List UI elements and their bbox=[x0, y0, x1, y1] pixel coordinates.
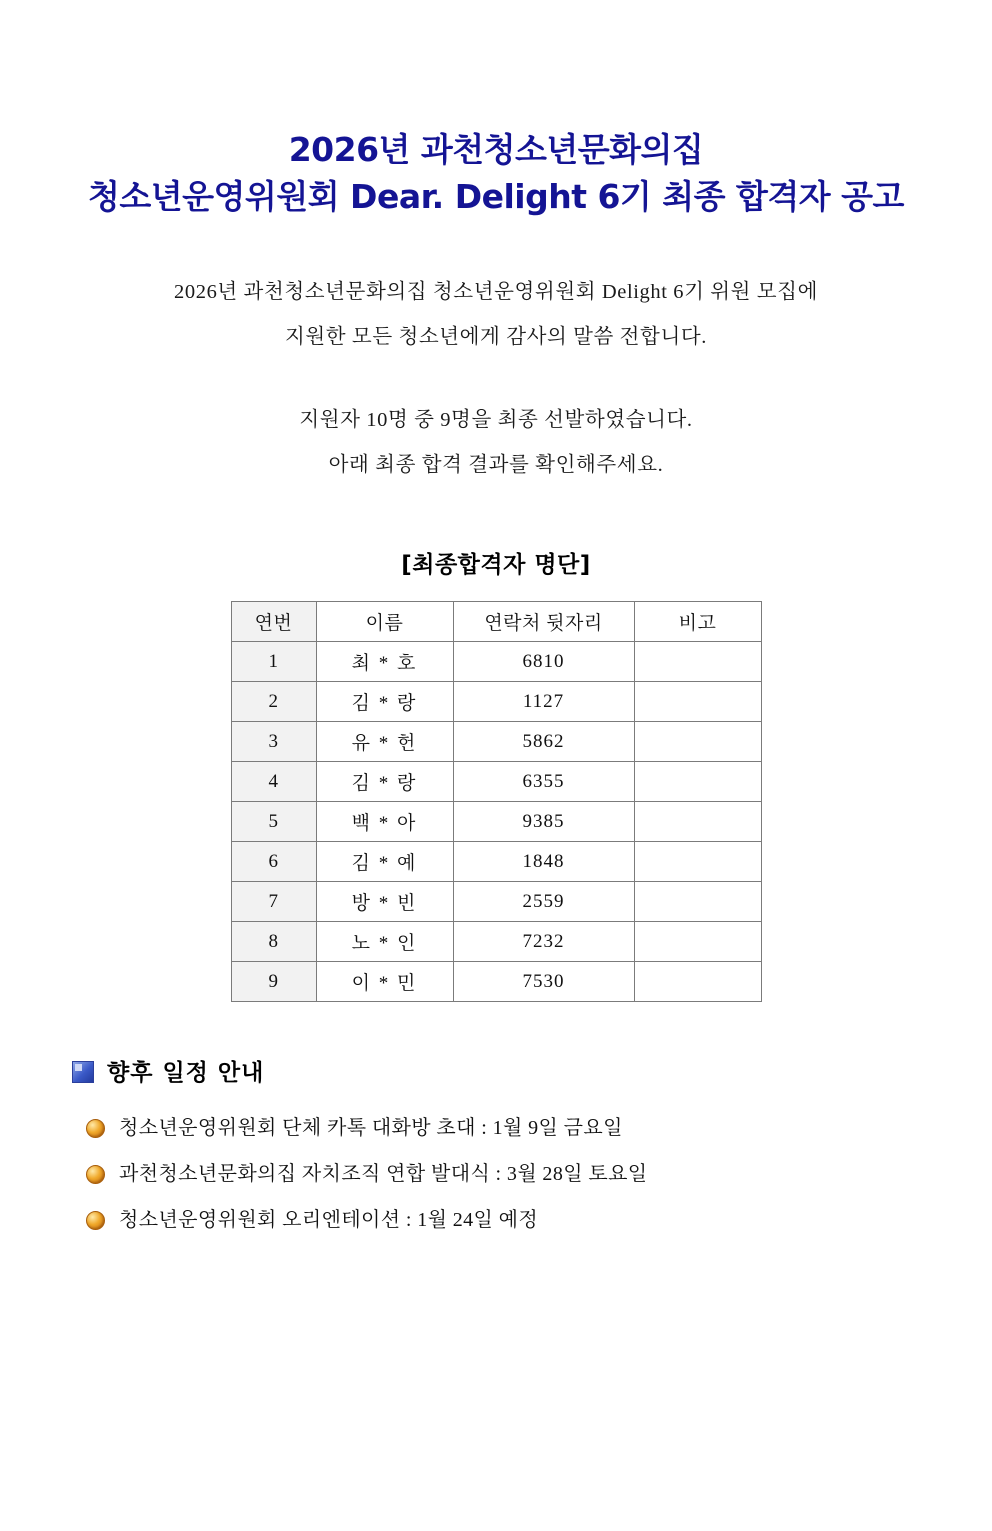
table-row bbox=[231, 642, 761, 682]
schedule-item-label: 과천청소년문화의집 자치조직 연합 발대식 : 3월 28일 토요일 bbox=[119, 1163, 648, 1185]
schedule-item-label: 청소년운영위원회 단체 카톡 대화방 초대 : 1월 9일 금요일 bbox=[119, 1117, 623, 1139]
title-line-2: 청소년운영위원회 Dear. Delight 6기 최종 합격자 공고 bbox=[88, 177, 904, 216]
table-row bbox=[231, 962, 761, 1002]
cell-no: 3 bbox=[231, 722, 316, 762]
column-header-note: 비고 bbox=[634, 602, 761, 642]
table-row bbox=[231, 802, 761, 842]
table-header bbox=[231, 602, 761, 642]
cell-phone: 6810 bbox=[453, 642, 634, 682]
cell-note bbox=[634, 642, 761, 682]
intro-paragraph-2: 지원한 모든 청소년에게 감사의 말씀 전합니다. bbox=[284, 326, 707, 348]
list-item bbox=[86, 1151, 992, 1197]
table-row bbox=[231, 722, 761, 762]
column-header-no: 연번 bbox=[231, 602, 316, 642]
cell-phone: 9385 bbox=[453, 802, 634, 842]
cell-note bbox=[634, 722, 761, 762]
table-header-row bbox=[231, 602, 761, 642]
table-row bbox=[231, 682, 761, 722]
cell-phone: 7232 bbox=[453, 922, 634, 962]
cell-name: 김 * 랑 bbox=[316, 762, 453, 802]
document-title bbox=[0, 128, 992, 222]
cell-name: 백 * 아 bbox=[316, 802, 453, 842]
cell-phone: 6355 bbox=[453, 762, 634, 802]
cell-name: 김 * 랑 bbox=[316, 682, 453, 722]
cell-no: 8 bbox=[231, 922, 316, 962]
list-item bbox=[86, 1105, 992, 1151]
paragraph-spacer bbox=[0, 360, 992, 398]
cell-phone: 1127 bbox=[453, 682, 634, 722]
cell-name: 노 * 인 bbox=[316, 922, 453, 962]
cell-note bbox=[634, 922, 761, 962]
cell-note bbox=[634, 842, 761, 882]
cell-no: 6 bbox=[231, 842, 316, 882]
cell-name: 이 * 민 bbox=[316, 962, 453, 1002]
cell-no: 4 bbox=[231, 762, 316, 802]
cell-no: 5 bbox=[231, 802, 316, 842]
cell-no: 2 bbox=[231, 682, 316, 722]
orange-ball-bullet-icon bbox=[86, 1165, 105, 1184]
cell-note bbox=[634, 762, 761, 802]
table-row bbox=[231, 842, 761, 882]
intro-paragraph-1: 2026년 과천청소년문화의집 청소년운영위원회 Delight 6기 위원 모집에 bbox=[174, 281, 818, 303]
cell-no: 7 bbox=[231, 882, 316, 922]
table-body bbox=[231, 642, 761, 1002]
cell-no: 1 bbox=[231, 642, 316, 682]
cell-no: 9 bbox=[231, 962, 316, 1002]
final-list-heading: [최종합격자 명단] bbox=[401, 552, 591, 578]
cell-phone: 7530 bbox=[453, 962, 634, 1002]
column-header-name: 이름 bbox=[316, 602, 453, 642]
cell-name: 유 * 헌 bbox=[316, 722, 453, 762]
table-row bbox=[231, 882, 761, 922]
schedule-heading-label: 향후 일정 안내 bbox=[107, 1060, 265, 1086]
table-row bbox=[231, 762, 761, 802]
orange-ball-bullet-icon bbox=[86, 1211, 105, 1230]
blue-square-bullet-icon bbox=[72, 1061, 94, 1083]
cell-phone: 5862 bbox=[453, 722, 634, 762]
cell-note bbox=[634, 882, 761, 922]
final-passers-table bbox=[231, 601, 762, 1002]
intro-paragraph-4: 아래 최종 합격 결과를 확인해주세요. bbox=[328, 454, 664, 476]
cell-name: 김 * 예 bbox=[316, 842, 453, 882]
cell-note bbox=[634, 682, 761, 722]
cell-phone: 1848 bbox=[453, 842, 634, 882]
schedule-section bbox=[0, 1054, 992, 1243]
result-table-container bbox=[0, 601, 992, 1002]
intro-paragraph-3: 지원자 10명 중 9명을 최종 선발하였습니다. bbox=[299, 409, 693, 431]
schedule-heading bbox=[72, 1054, 992, 1087]
cell-note bbox=[634, 802, 761, 842]
title-line-1: 2026년 과천청소년문화의집 bbox=[288, 130, 704, 169]
intro-paragraphs bbox=[0, 270, 992, 488]
schedule-item-label: 청소년운영위원회 오리엔테이션 : 1월 24일 예정 bbox=[119, 1209, 539, 1231]
list-item bbox=[86, 1197, 992, 1243]
cell-name: 최 * 호 bbox=[316, 642, 453, 682]
orange-ball-bullet-icon bbox=[86, 1119, 105, 1138]
document-page bbox=[0, 128, 992, 1531]
column-header-phone: 연락처 뒷자리 bbox=[453, 602, 634, 642]
table-row bbox=[231, 922, 761, 962]
cell-name: 방 * 빈 bbox=[316, 882, 453, 922]
cell-phone: 2559 bbox=[453, 882, 634, 922]
schedule-list bbox=[72, 1105, 992, 1243]
cell-note bbox=[634, 962, 761, 1002]
